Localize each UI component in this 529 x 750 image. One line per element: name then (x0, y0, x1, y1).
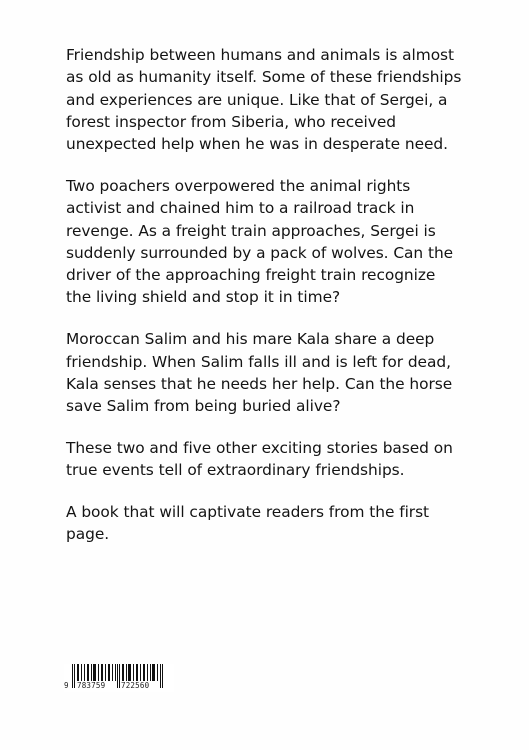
blurb-paragraph-3: Moroccan Salim and his mare Kala share a deep friendship. When Salim falls ill and is left for dead, Kala senses that he needs her help. Can the horse save Salim from being buried alive? (66, 330, 453, 416)
isbn-barcode (64, 664, 174, 692)
blurb-paragraph-4: These two and five other exciting stories based on true events tell of extraordinary friendships. (66, 438, 453, 480)
barcode-first-digit: 9 (64, 681, 69, 690)
barcode-right-group: 722560 (121, 681, 150, 690)
barcode-left-group: 783759 (77, 681, 106, 690)
blurb-paragraph-5: A book that will captivate readers from the first page. (66, 503, 430, 544)
blurb-paragraph-1: Friendship between humans and animals is almost as old as humanity itself. Some of these friendships and experiences are unique. Like that of Sergei, a forest inspector from Siberia, who received unexpected help when he was in desperate need. (66, 46, 462, 154)
back-cover-blurb (66, 44, 486, 565)
blurb-paragraph-2: Two poachers overpowered the animal rights activist and chained him to a railroad track in revenge. As a freight train approaches, Sergei is suddenly surrounded by a pack of wolves. Can the driver of the approaching freight train recognize the living shield and stop it in time? (66, 176, 454, 307)
